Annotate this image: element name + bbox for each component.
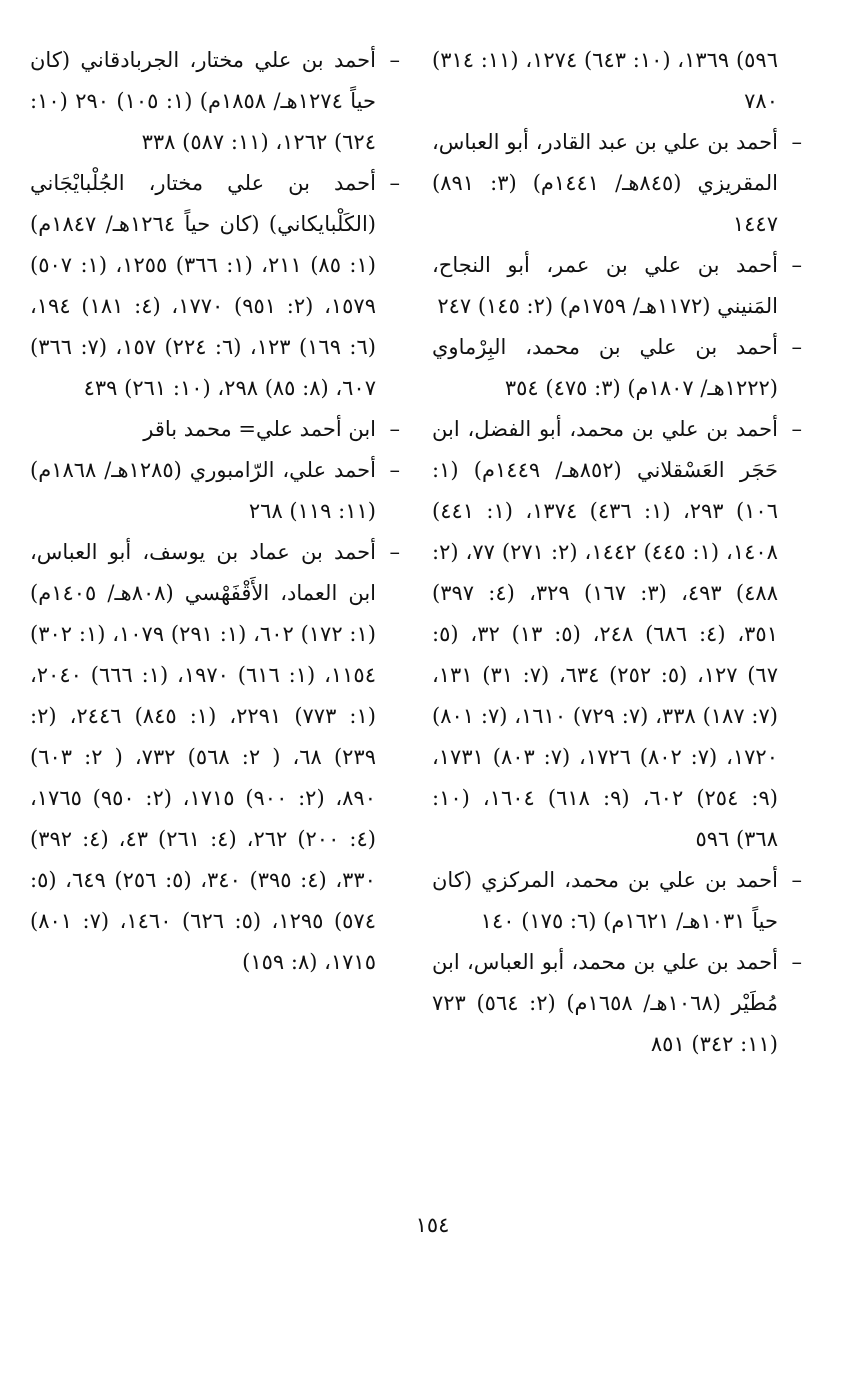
entry-dash: –	[389, 458, 400, 482]
entry-dash: –	[791, 950, 802, 974]
entry-text: أحمد بن علي مختار، الجربادقاني (كان حياً ١٢٧٤هـ/ ١٨٥٨م) (١: ١٠٥) ٢٩٠ (١٠: ٦٢٤) ١٢٦٢، (١١: ٥٨٧) ٣٣٨	[30, 48, 376, 154]
index-entry	[30, 40, 402, 163]
index-entry	[432, 245, 804, 327]
index-entry	[30, 163, 402, 409]
index-entry	[432, 860, 804, 942]
entry-text: أحمد بن علي بن عمر، أبو النجاح، المَنيني (١١٧٢هـ/ ١٧٥٩م) (٢: ١٤٥) ٢٤٧	[432, 253, 778, 318]
entry-text: ٥٩٦) ١٣٦٩، (١٠: ٦٤٣) ١٢٧٤، (١١: ٣١٤) ٧٨٠	[432, 48, 778, 113]
index-entry	[432, 40, 804, 122]
entry-dash: –	[389, 417, 400, 441]
page-number: ١٥٤	[415, 1213, 450, 1237]
entry-dash: –	[791, 130, 802, 154]
entry-text: أحمد بن علي بن محمد، البِرْماوي (١٢٢٢هـ/ ١٨٠٧م) (٣: ٤٧٥) ٣٥٤	[432, 335, 778, 400]
entry-text: أحمد بن علي بن عبد القادر، أبو العباس، المقريزي (٨٤٥هـ/ ١٤٤١م) (٣: ٨٩١) ١٤٤٧	[432, 130, 778, 236]
right-column	[432, 40, 804, 1065]
entry-dash: –	[389, 48, 400, 72]
left-column	[30, 40, 402, 983]
entry-dash: –	[791, 335, 802, 359]
index-entry	[432, 942, 804, 1065]
entry-text: ابن أحمد علي= محمد باقر	[143, 417, 376, 441]
index-entry	[432, 122, 804, 245]
entry-text: أحمد بن علي بن محمد، أبو الفضل، ابن حَجَر العَسْقلاني (٨٥٢هـ/ ١٤٤٩م) (١: ١٠٦) ٢٩٣، (١: ٤٣٦) ١٣٧٤، (١: ٤٤١) ١٤٠٨، (١: ٤٤٥) ١٤٤٢، (٢: ٢٧١) ٧٧، (٢: ٤٨٨) ٤٩٣، (٣: ١٦٧) ٣٢٩، (٤: ٣٩٧) ٣٥١، (٤: ٦٨٦) ٢٤٨، (٥: ١٣) ٣٢، (٥: ٦٧) ١٢٧، (٥: ٢٥٢) ٦٣٤، (٧: ٣١) ١٣١، (٧: ١٨٧) ٣٣٨، (٧: ٧٢٩) ١٦١٠، (٧: ٨٠١) ١٧٢٠، (٧: ٨٠٢) ١٧٢٦، (٧: ٨٠٣) ١٧٣١، (٩: ٢٥٤) ٦٠٢، (٩: ٦١٨) ١٦٠٤، (١٠: ٣٦٨) ٥٩٦	[432, 417, 778, 851]
entry-text: أحمد علي، الرّامبوري (١٢٨٥هـ/ ١٨٦٨م) (١١: ١١٩) ٢٦٨	[30, 458, 376, 523]
entry-dash: –	[791, 868, 802, 892]
entry-dash: –	[791, 417, 802, 441]
index-entry	[30, 409, 402, 450]
entry-dash: –	[389, 540, 400, 564]
entry-text: أحمد بن عماد بن يوسف، أبو العباس، ابن العماد، الأَقْفَهْسي (٨٠٨هـ/ ١٤٠٥م) (١: ١٧٢) ٦٠٢، (١: ٢٩١) ١٠٧٩، (١: ٣٠٢) ١١٥٤، (١: ٦١٦) ١٩٧٠، (١: ٦٦٦) ٢٠٤٠، (١: ٧٧٣) ٢٢٩١، (١: ٨٤٥) ٢٤٤٦، (٢: ٢٣٩) ٦٨، ( ٢: ٥٦٨) ٧٣٢، ( ٢: ٦٠٣) ٨٩٠، (٢: ٩٠٠) ١٧١٥، (٢: ٩٥٠) ١٧٦٥، (٤: ٢٠٠) ٢٦٢، (٤: ٢٦١) ٤٣، (٤: ٣٩٢) ٣٣٠، (٤: ٣٩٥) ٣٤٠، (٥: ٢٥٦) ٦٤٩، (٥: ٥٧٤) ١٢٩٥، (٥: ٦٢٦) ١٤٦٠، (٧: ٨٠١) ١٧١٥، (٨: ١٥٩)	[30, 540, 377, 974]
index-entry	[30, 532, 402, 983]
entry-text: أحمد بن علي بن محمد، المركزي (كان حياً ١٠٣١هـ/ ١٦٢١م) (٦: ١٧٥) ١٤٠	[432, 868, 778, 933]
entry-text: أحمد بن علي بن محمد، أبو العباس، ابن مُطَيْر (١٠٦٨هـ/ ١٦٥٨م) (٢: ٥٦٤) ٧٢٣ (١١: ٣٤٢) ٨٥١	[432, 950, 778, 1056]
index-entry	[30, 450, 402, 532]
entry-dash: –	[389, 171, 400, 195]
entry-text: أحمد بن علي مختار، الجُلْبايْجَاني (الكَلْبايكاني) (كان حياً ١٢٦٤هـ/ ١٨٤٧م) (١: ٨٥) ٢١١، (١: ٣٦٦) ١٢٥٥، (١: ٥٠٧) ١٥٧٩، (٢: ٩٥١) ١٧٧٠، (٤: ١٨١) ١٩٤، (٦: ١٦٩) ١٢٣، (٦: ٢٢٤) ١٥٧، (٧: ٣٦٦) ٦٠٧، (٨: ٨٥) ٢٩٨، (١٠: ٢٦١) ٤٣٩	[30, 171, 376, 400]
index-entry	[432, 409, 804, 860]
index-entry	[432, 327, 804, 409]
entry-dash: –	[791, 253, 802, 277]
